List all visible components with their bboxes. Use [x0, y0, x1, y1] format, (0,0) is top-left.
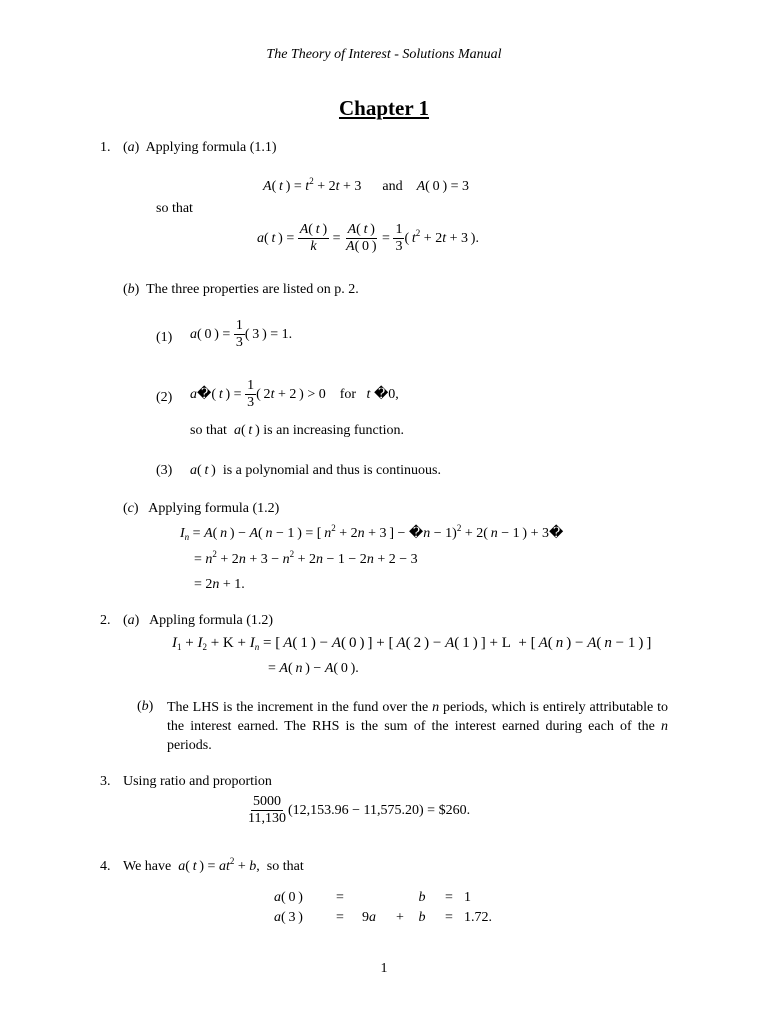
q1a-equation-at: a( t ) = $\frac{A( t )}{k}$ = $\frac{A( t )}{A( 0 )}$ = $\frac{1}{3}$ ( $t^2 + 2t + 3$ ). — [257, 222, 479, 255]
q1a-equation-At: A( t ) = $t^2 + 2t + 3$ and A( 0 ) = 3 — [263, 176, 469, 194]
q1b-property-3-text: a( t ) is a polynomial and thus is continuous. — [190, 463, 441, 478]
q1c-equation-line-2: = $n^2 + 2n + 3 - n^2 + 2n - 1 - 2n + 2 - 3$ — [194, 549, 418, 567]
q1c-equation-line-3: = 2n + 1. — [194, 577, 245, 592]
q2-number: 2. — [100, 613, 111, 628]
q4-equation-system — [274, 890, 492, 930]
q1b-property-1-label: (1) — [156, 330, 173, 345]
q1c-equation-line-1: $I_n = A$( n ) − A( n − 1 ) = [ $n^2 + 2n + 3$ ] − �n − 1)$^2$ + 2( n − 1 ) + 3� — [180, 523, 564, 542]
q3-equation: $\frac{5000}{11,130}$ (12,153.96 − 11,575.20) = $260. — [248, 794, 471, 827]
q1a-heading: (a) Applying formula (1.1) — [123, 140, 277, 155]
q2a-equation-line-1: $I_1 + I_2 + K + I_n$ = [ A( 1 ) − A( 0 ) ] + [ A( 2 ) − A( 1 ) ] + L + [ A( n ) − A( n − 1 ) ] — [172, 635, 652, 652]
q2a-equation-line-2: = A( n ) − A( 0 ). — [268, 661, 359, 676]
q2b-paragraph: The LHS is the increment in the fund over the n periods, which is entirely attributable to the interest earned. The RHS is the sum of the interest earned during each of the n periods. — [167, 700, 669, 753]
q1b-heading: (b) The three properties are listed on p. 2. — [123, 282, 359, 297]
q4-text: We have a( t ) = $at^2 + b$, so that — [123, 856, 304, 874]
q4-number: 4. — [100, 859, 111, 874]
q1b-property-2-label: (2) — [156, 390, 173, 405]
q4-equation-row-2: a( 3 ) = 9a + b = 1.72. — [274, 910, 492, 925]
q1b-property-2-note: so that a( t ) is an increasing function. — [190, 423, 405, 438]
chapter-title: Chapter 1 — [338, 96, 430, 120]
q1c-heading: (c) Applying formula (1.2) — [123, 501, 280, 516]
q2a-heading: (a) Appling formula (1.2) — [123, 613, 274, 628]
q2b-label: (b) — [137, 699, 154, 714]
running-header: The Theory of Interest - Solutions Manual — [266, 47, 502, 62]
q1-number: 1. — [100, 140, 111, 155]
q1a-so-that: so that — [156, 201, 193, 216]
q3-text: Using ratio and proportion — [123, 774, 272, 789]
q4-equation-row-1: a( 0 ) = b = 1 — [274, 890, 471, 905]
q1b-property-3-label: (3) — [156, 463, 173, 478]
q3-number: 3. — [100, 774, 111, 789]
q1b-property-1-equation: a( 0 ) = $\frac{1}{3}$ ( 3 ) = 1. — [190, 318, 293, 351]
page-number: 1 — [380, 961, 388, 976]
q1b-property-2-equation: a�( t ) = $\frac{1}{3}$ ( 2t + 2 ) > 0 for t �0, — [190, 378, 399, 411]
